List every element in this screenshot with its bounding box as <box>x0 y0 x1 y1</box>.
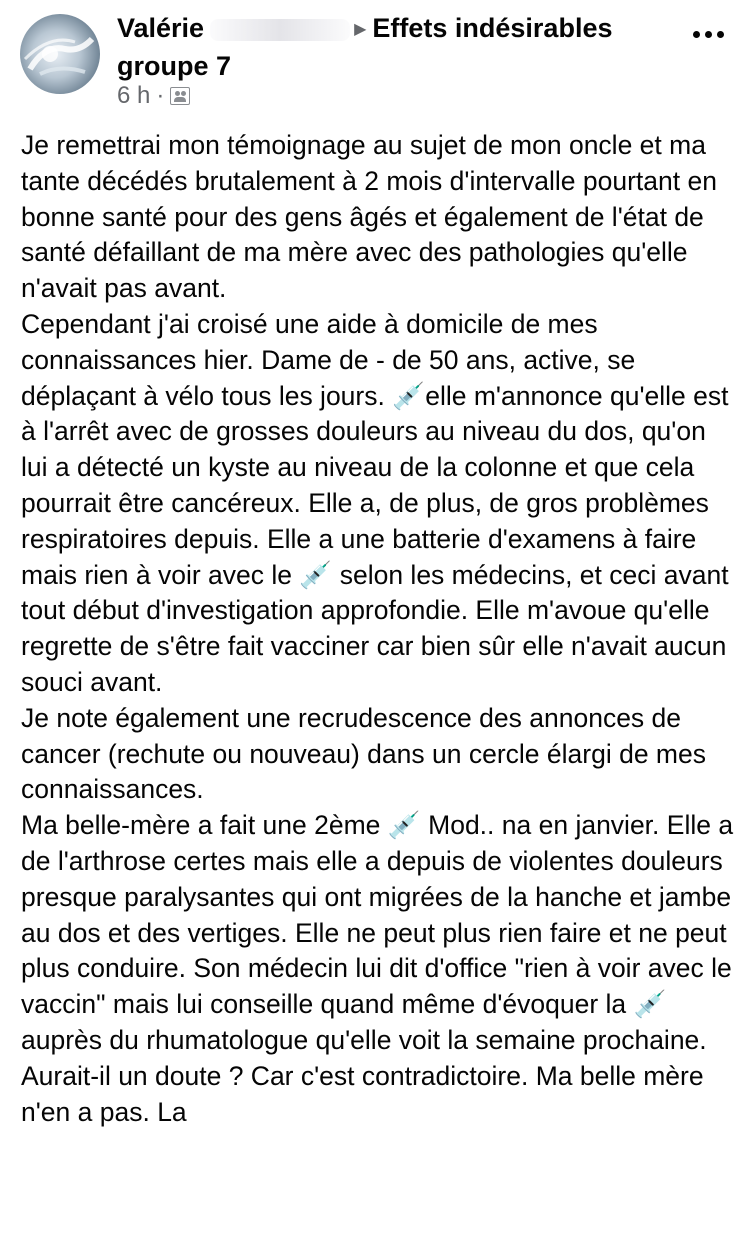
redacted-surname <box>210 19 350 41</box>
meta-separator: · <box>156 82 165 109</box>
post-paragraph: Ma belle-mère a fait une 2ème 💉 Mod.. na en janvier. Elle a de l'arthrose certes mais elle a depuis de violentes douleurs presque paralysantes qui ont migrées de la hanche et jambe au dos et des vertiges. Elle ne peut plus rien faire et ne peut plus conduire. Son médecin lui dit d'office "rien à voir avec le vaccin" mais lui conseille quand même d'évoquer la 💉 auprès du rhumatologue qu'elle voit la semaine prochaine. Aurait-il un doute ? Car c'est contradictoire. Ma belle mère n'en a pas. La <box>21 810 741 1127</box>
post-paragraph: Cependant j'ai croisé une aide à domicile de mes connaissances hier. Dame de - de 50 ans, active, se déplaçant à vélo tous les jours. 💉elle m'annonce qu'elle est à l'arrêt avec de grosses douleurs au niveau du dos, qu'on lui a détecté un kyste au niveau de la colonne et que cela pourrait être cancéreux. Elle a, de plus, de gros problèmes respiratoires depuis. Elle a une batterie d'examens à faire mais rien à voir avec le 💉 selon les médecins, et ceci avant tout début d'investigation approfondie. Elle m'avoue qu'elle regrette de s'être fait vacciner car bien sûr elle n'avait aucun souci avant. <box>21 308 736 697</box>
more-dots-icon <box>693 31 700 38</box>
author-line <box>117 10 677 84</box>
post-timestamp[interactable]: 6 h <box>117 82 151 109</box>
post-text <box>21 128 741 1130</box>
arrow-right-icon: ▶ <box>354 20 367 38</box>
avatar-image <box>20 14 100 94</box>
group-name[interactable]: Effets indésirables groupe 7 <box>117 13 613 81</box>
post-paragraph: Je remettrai mon témoignage au sujet de mon oncle et ma tante décédés brutalement à 2 mois d'intervalle pourtant en bonne santé pour des gens âgés et également de l'état de santé défaillant de ma mère avec des pathologies qu'elle n'avait pas avant. <box>21 130 725 304</box>
more-options-button[interactable] <box>686 14 730 54</box>
post-meta <box>117 82 190 110</box>
post-header <box>0 0 749 118</box>
avatar[interactable] <box>20 14 100 94</box>
post-paragraph: Je note également une recrudescence des annonces de cancer (rechute ou nouveau) dans un cercle élargi de mes connaissances. <box>21 702 714 805</box>
author-name[interactable]: Valérie <box>117 13 205 43</box>
group-audience-icon <box>170 87 190 105</box>
